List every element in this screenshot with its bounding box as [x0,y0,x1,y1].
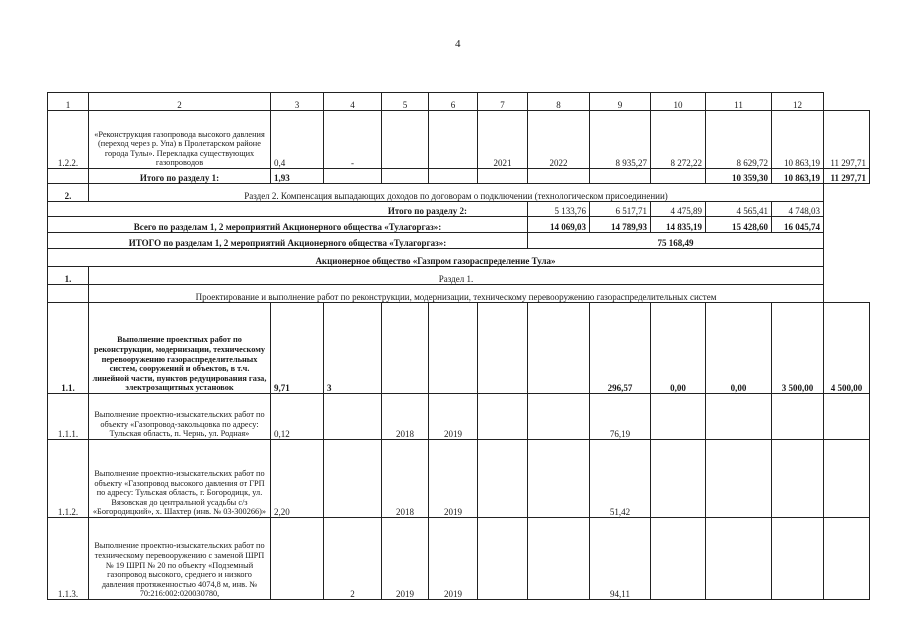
cell: 0,4 [271,111,324,169]
cell: 1,93 [271,169,324,184]
cell [772,518,824,600]
cell: 2018 [382,394,429,440]
cell: 4 475,89 [651,202,706,217]
cell [824,394,870,440]
cell: 10 359,30 [706,169,772,184]
cell [324,169,382,184]
header-cell: 3 [271,93,324,111]
page-number: 4 [455,38,461,50]
cell [528,440,590,518]
table-row [48,440,870,518]
row-number: 1.1.1. [48,394,89,440]
cell: 2019 [429,518,478,600]
table-row [48,394,870,440]
cell [528,169,590,184]
company-row [48,249,870,267]
section-title: Раздел 1. [89,267,824,285]
cell [478,518,528,600]
cell: 296,57 [590,303,651,394]
cell [478,440,528,518]
cell: 6 517,71 [590,202,651,217]
cell: 3 [324,303,382,394]
cell: 4 748,03 [772,202,824,217]
header-cell: 8 [528,93,590,111]
cell [772,394,824,440]
cell: 2021 [478,111,528,169]
cell: 9,71 [271,303,324,394]
cell [478,394,528,440]
cell: - [324,111,382,169]
section-row [48,184,870,202]
cell: 8 629,72 [706,111,772,169]
subsection-row [48,285,870,303]
table-row [48,518,870,600]
cell: 4 565,41 [706,202,772,217]
cell [429,303,478,394]
cell: 8 272,22 [651,111,706,169]
cell: 0,00 [651,303,706,394]
total-row [48,202,870,217]
row-description: Выполнение проектно-изыскательских работ по техническому перевооружению с заменой ШРП № 19 ШРП № 20 по объекту «Подземный газопровод высокого, среднего и низкого давления протяженностью 4074,8 м, инв. № 70:216:002:020030780, [89,518,271,600]
section-row [48,267,870,285]
total-row [48,169,870,184]
header-cell: 11 [706,93,772,111]
cell: 16 045,74 [772,217,824,233]
header-cell: 9 [590,93,651,111]
cell [382,169,429,184]
cell [382,303,429,394]
company-title: Акционерное общество «Газпром газораспределение Тула» [48,249,824,267]
cell: 2022 [528,111,590,169]
row-description: Выполнение проектно-изыскательских работ по объекту «Газопровод высокого давления от ГРП по адресу: Тульская область, г. Богородицк, ул. Вязовская до центральной усадьбы с/з «Богородицкий», х. Шахтер (инв. № 03-300266)» [89,440,271,518]
cell [706,394,772,440]
header-cell: 12 [772,93,824,111]
cell: 3 500,00 [772,303,824,394]
cell: 5 133,76 [528,202,590,217]
cell: 76,19 [590,394,651,440]
cell: 8 935,27 [590,111,651,169]
cell [528,303,590,394]
cell [706,440,772,518]
cell [429,111,478,169]
header-cell: 1 [48,93,89,111]
cell [324,440,382,518]
section-title: Раздел 2. Компенсация выпадающих доходов по договорам о подключении (технологическом присоединении) [89,184,824,202]
cell [824,440,870,518]
cell: 15 428,60 [706,217,772,233]
header-row [48,93,870,111]
section-number: 2. [48,184,89,202]
header-cell: 6 [429,93,478,111]
row-number: 1.1.2. [48,440,89,518]
total-label: Итого по разделу 1: [89,169,271,184]
header-cell: 10 [651,93,706,111]
cell: 2019 [429,440,478,518]
row-number: 1.1.3. [48,518,89,600]
cell [271,518,324,600]
cell: 10 863,19 [772,111,824,169]
header-cell: 4 [324,93,382,111]
cell [824,518,870,600]
cell: 14 069,03 [528,217,590,233]
cell: 51,42 [590,440,651,518]
cell [48,285,89,303]
row-number: 1.2.2. [48,111,89,169]
cell: 10 863,19 [772,169,824,184]
cell [382,111,429,169]
table-row [48,303,870,394]
cell [651,518,706,600]
cell: 2,20 [271,440,324,518]
cell [772,440,824,518]
total-row [48,217,870,233]
cell [528,518,590,600]
section-number: 1. [48,267,89,285]
cell: 14 789,93 [590,217,651,233]
cell [651,440,706,518]
cell: 14 835,19 [651,217,706,233]
cell [48,169,89,184]
cell [478,303,528,394]
grand-total-row [48,233,870,249]
cell: 2018 [382,440,429,518]
header-cell: 7 [478,93,528,111]
table-row [48,111,870,169]
cell: 2 [324,518,382,600]
cell [528,394,590,440]
cell: 2019 [429,394,478,440]
cell [324,394,382,440]
cell: 11 297,71 [824,111,870,169]
cell [590,169,651,184]
cell: 0,12 [271,394,324,440]
cell: 94,11 [590,518,651,600]
total-label: Всего по разделам 1, 2 мероприятий Акционерного общества «Тулагоргаз»: [48,217,528,233]
cell [429,169,478,184]
cell [651,169,706,184]
cell: 2019 [382,518,429,600]
cell: 11 297,71 [824,169,870,184]
grand-total-value: 75 168,49 [528,233,824,249]
cell [706,518,772,600]
total-label: Итого по разделу 2: [48,202,528,217]
row-description: «Реконструкция газопровода высокого давления (переход через р. Упа) в Пролетарском районе города Тулы». Перекладка существующих газопроводов [89,111,271,169]
row-description: Выполнение проектных работ по реконструкции, модернизации, техническому перевооружению газораспределительных систем, сооружений и объектов, в т.ч. линейной части, пунктов редуцирования газа, электрозащитных установок [89,303,271,394]
cell: 0,00 [706,303,772,394]
row-description: Выполнение проектно-изыскательских работ по объекту «Газопровод-закольцовка по адресу: Тульская область, п. Чернь, ул. Родная» [89,394,271,440]
subsection-title: Проектирование и выполнение работ по реконструкции, модернизации, техническому перевооружению газораспределительных систем [89,285,824,303]
data-table [47,92,870,600]
cell [651,394,706,440]
header-cell: 5 [382,93,429,111]
total-label: ИТОГО по разделам 1, 2 мероприятий Акционерного общества «Тулагоргаз»: [48,233,528,249]
row-number: 1.1. [48,303,89,394]
cell: 4 500,00 [824,303,870,394]
header-cell: 2 [89,93,271,111]
cell [478,169,528,184]
